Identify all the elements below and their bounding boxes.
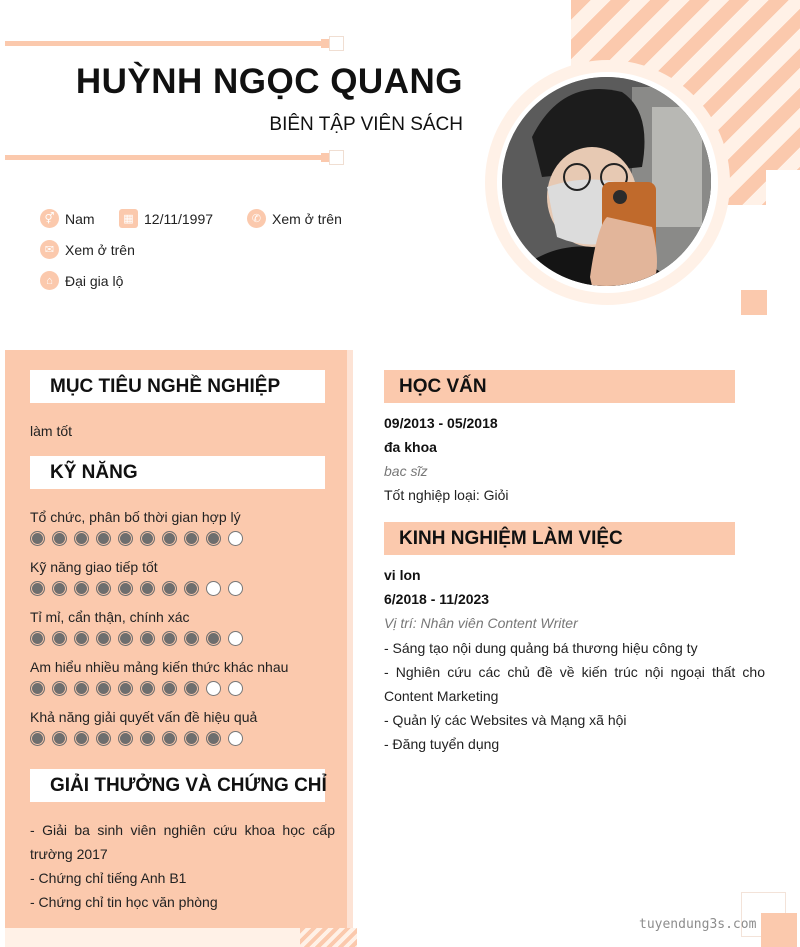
phone-icon: ✆ xyxy=(247,209,266,228)
skill-rating xyxy=(30,631,243,646)
skill-rating xyxy=(30,681,243,696)
calendar-icon: ▦ xyxy=(119,209,138,228)
rating-dot-filled xyxy=(96,531,111,546)
rating-dot-filled xyxy=(96,731,111,746)
rating-dot-filled xyxy=(140,531,155,546)
avatar xyxy=(502,77,711,286)
rating-dot-filled xyxy=(52,631,67,646)
rating-dot-filled xyxy=(74,581,89,596)
rating-dot-filled xyxy=(52,531,67,546)
award-item: - Chứng chỉ tin học văn phòng xyxy=(30,894,218,910)
experience-period: 6/2018 - 11/2023 xyxy=(384,591,490,607)
birthday-info xyxy=(119,209,213,228)
rating-dot-filled xyxy=(118,581,133,596)
skill-label: Tổ chức, phân bố thời gian hợp lý xyxy=(30,509,241,525)
award-item: - Giải ba sinh viên nghiên cứu khoa học cấp trường 2017 xyxy=(30,822,335,862)
skill-label: Tỉ mỉ, cẩn thận, chính xác xyxy=(30,609,190,625)
watermark-text: tuyendung3s.com xyxy=(639,917,757,932)
decorative-bar-knob xyxy=(321,39,329,48)
email-info xyxy=(40,240,135,259)
rating-dot-empty xyxy=(228,681,243,696)
decorative-square xyxy=(741,290,767,315)
duty-item: - Sáng tạo nội dung quảng bá thương hiệu công ty xyxy=(384,640,698,656)
footer-stripes xyxy=(300,928,357,947)
education-period: 09/2013 - 05/2018 xyxy=(384,415,498,431)
rating-dot-filled xyxy=(206,631,221,646)
education-school: đa khoa xyxy=(384,439,437,455)
rating-dot-filled xyxy=(162,681,177,696)
rating-dot-filled xyxy=(30,581,45,596)
skill-label: Kỹ năng giao tiếp tốt xyxy=(30,559,158,575)
rating-dot-filled xyxy=(140,631,155,646)
decorative-bar-knob xyxy=(321,153,329,162)
rating-dot-filled xyxy=(96,581,111,596)
rating-dot-filled xyxy=(184,631,199,646)
rating-dot-empty xyxy=(228,581,243,596)
decorative-bar-top xyxy=(5,41,325,46)
award-item: - Chứng chỉ tiếng Anh B1 xyxy=(30,870,187,886)
left-column-edge xyxy=(347,350,353,928)
rating-dot-filled xyxy=(162,631,177,646)
objective-text: làm tốt xyxy=(30,423,73,439)
decorative-bar-box xyxy=(329,36,344,51)
rating-dot-filled xyxy=(206,731,221,746)
birthday-value: 12/11/1997 xyxy=(144,210,214,227)
rating-dot-empty xyxy=(206,581,221,596)
rating-dot-filled xyxy=(162,731,177,746)
duty-item: - Đăng tuyển dụng xyxy=(384,736,500,752)
education-note: Tốt nghiệp loại: Giỏi xyxy=(384,487,509,503)
rating-dot-empty xyxy=(228,531,243,546)
rating-dot-filled xyxy=(30,681,45,696)
rating-dot-filled xyxy=(162,581,177,596)
awards-heading: GIẢI THƯỞNG VÀ CHỨNG CHỈ xyxy=(30,769,325,802)
rating-dot-empty xyxy=(228,631,243,646)
experience-duties xyxy=(384,636,765,756)
education-heading: HỌC VẤN xyxy=(384,370,735,403)
avatar-image xyxy=(502,77,711,286)
gender-icon: ⚥ xyxy=(40,209,59,228)
rating-dot-filled xyxy=(74,731,89,746)
stripes-cutout xyxy=(766,170,800,230)
rating-dot-filled xyxy=(74,681,89,696)
awards-list xyxy=(30,818,335,914)
skills-heading: KỸ NĂNG xyxy=(30,456,325,489)
education-major: bac sĩz xyxy=(384,463,428,479)
rating-dot-filled xyxy=(74,631,89,646)
rating-dot-filled xyxy=(52,581,67,596)
skill-label: Khả năng giải quyết vấn đề hiệu quả xyxy=(30,709,258,725)
rating-dot-filled xyxy=(140,731,155,746)
skill-rating xyxy=(30,531,243,546)
rating-dot-empty xyxy=(228,731,243,746)
skill-rating xyxy=(30,731,243,746)
rating-dot-filled xyxy=(52,681,67,696)
skill-rating xyxy=(30,581,243,596)
rating-dot-filled xyxy=(74,531,89,546)
candidate-job-title: BIÊN TẬP VIÊN SÁCH xyxy=(269,114,463,135)
rating-dot-filled xyxy=(140,581,155,596)
duty-item: - Quản lý các Websites và Mạng xã hội xyxy=(384,712,627,728)
address-info xyxy=(40,271,123,290)
skill-label: Am hiểu nhiều mảng kiến thức khác nhau xyxy=(30,659,289,675)
home-icon: ⌂ xyxy=(40,271,59,290)
rating-dot-filled xyxy=(118,681,133,696)
address-value: Đại gia lộ xyxy=(65,272,124,289)
rating-dot-filled xyxy=(96,681,111,696)
gender-info xyxy=(40,209,95,228)
decorative-square xyxy=(761,913,797,947)
duty-item: - Nghiên cứu các chủ đề về kiến trúc nội ngoại thất cho Content Marketing xyxy=(384,664,765,704)
rating-dot-filled xyxy=(52,731,67,746)
experience-position: Vị trí: Nhân viên Content Writer xyxy=(384,615,578,631)
rating-dot-filled xyxy=(118,731,133,746)
rating-dot-filled xyxy=(96,631,111,646)
experience-heading: KINH NGHIỆM LÀM VIỆC xyxy=(384,522,735,555)
decorative-bar-bottom xyxy=(5,155,325,160)
phone-value: Xem ở trên xyxy=(272,210,342,227)
experience-company: vi lon xyxy=(384,567,421,583)
rating-dot-filled xyxy=(30,531,45,546)
gender-value: Nam xyxy=(65,210,95,227)
email-icon: ✉ xyxy=(40,240,59,259)
rating-dot-filled xyxy=(118,631,133,646)
rating-dot-filled xyxy=(140,681,155,696)
rating-dot-empty xyxy=(206,681,221,696)
rating-dot-filled xyxy=(184,531,199,546)
phone-info xyxy=(247,209,342,228)
rating-dot-filled xyxy=(30,731,45,746)
rating-dot-filled xyxy=(118,531,133,546)
rating-dot-filled xyxy=(162,531,177,546)
rating-dot-filled xyxy=(184,581,199,596)
candidate-name: HUỲNH NGỌC QUANG xyxy=(75,62,463,101)
objective-heading: MỤC TIÊU NGHỀ NGHIỆP xyxy=(30,370,325,403)
decorative-bar-box xyxy=(329,150,344,165)
rating-dot-filled xyxy=(184,681,199,696)
rating-dot-filled xyxy=(206,531,221,546)
email-value: Xem ở trên xyxy=(65,241,135,258)
rating-dot-filled xyxy=(30,631,45,646)
rating-dot-filled xyxy=(184,731,199,746)
